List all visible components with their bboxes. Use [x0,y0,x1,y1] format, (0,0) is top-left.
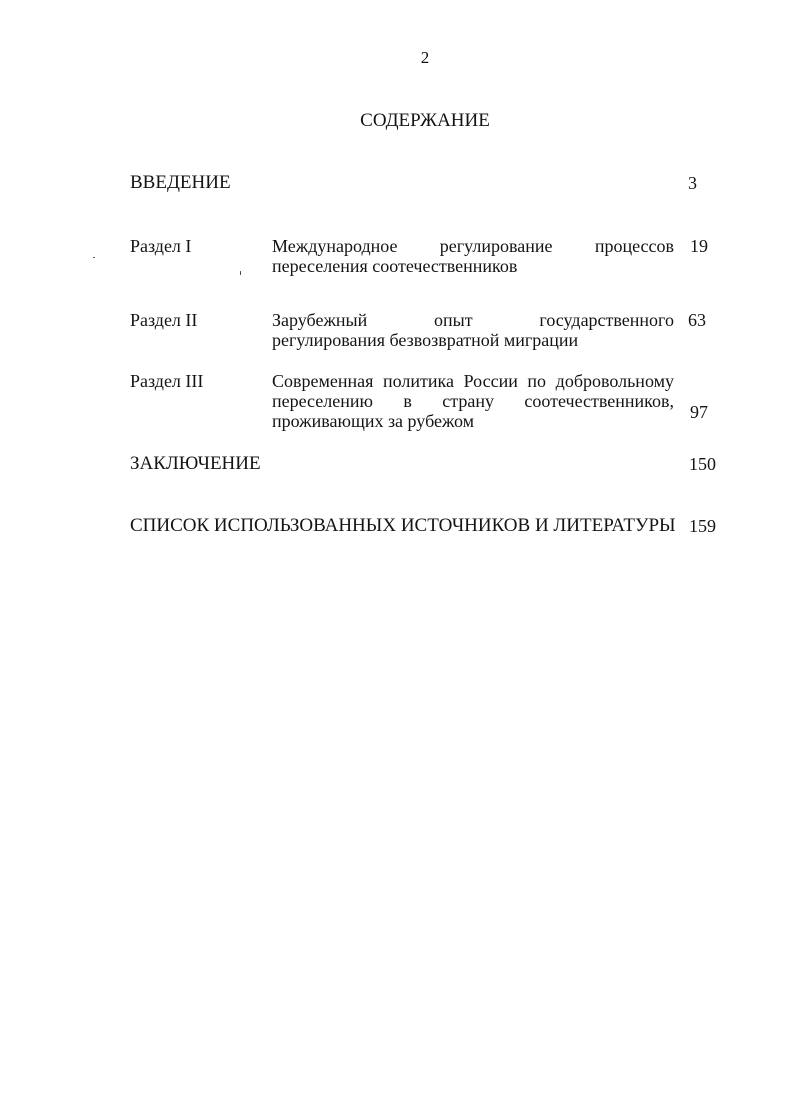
scan-speck [93,257,95,258]
toc-section-2-title [272,310,674,350]
toc-section-3-line-3: проживающих за рубежом [272,411,475,431]
toc-section-2-line-1: Зарубежный опыт государственного [272,310,674,330]
toc-section-2-line-2: регулирования безвозвратной миграции [272,330,579,350]
page-number: 2 [420,48,430,67]
page-title: СОДЕРЖАНИЕ [360,110,490,131]
toc-section-1-page: 19 [690,236,708,256]
scan-speck [240,271,241,275]
toc-section-1-line-1: Международное регулирование процессов [272,236,674,256]
toc-section-3-line-1: Современная политика России по добровольному [272,371,674,391]
toc-section-3-line-2: переселению в страну соотечественников, [272,391,674,411]
toc-section-1-title [272,236,674,276]
toc-conclusion-page: 150 [689,454,716,474]
toc-section-1-label: Раздел I [130,236,192,256]
toc-intro-page: 3 [688,173,697,193]
toc-section-2-page: 63 [688,310,706,330]
toc-intro-label: ВВЕДЕНИЕ [130,172,231,193]
toc-section-3-label: Раздел III [130,371,204,391]
toc-section-1-line-2: переселения соотечественников [272,256,518,276]
toc-references-page: 159 [689,516,716,536]
toc-section-3-page: 97 [690,402,708,422]
toc-conclusion-label: ЗАКЛЮЧЕНИЕ [130,453,261,474]
toc-section-2-label: Раздел II [130,310,198,330]
toc-section-3-title [272,371,674,431]
toc-references-label: СПИСОК ИСПОЛЬЗОВАННЫХ ИСТОЧНИКОВ И ЛИТЕРАТУРЫ [130,515,676,536]
